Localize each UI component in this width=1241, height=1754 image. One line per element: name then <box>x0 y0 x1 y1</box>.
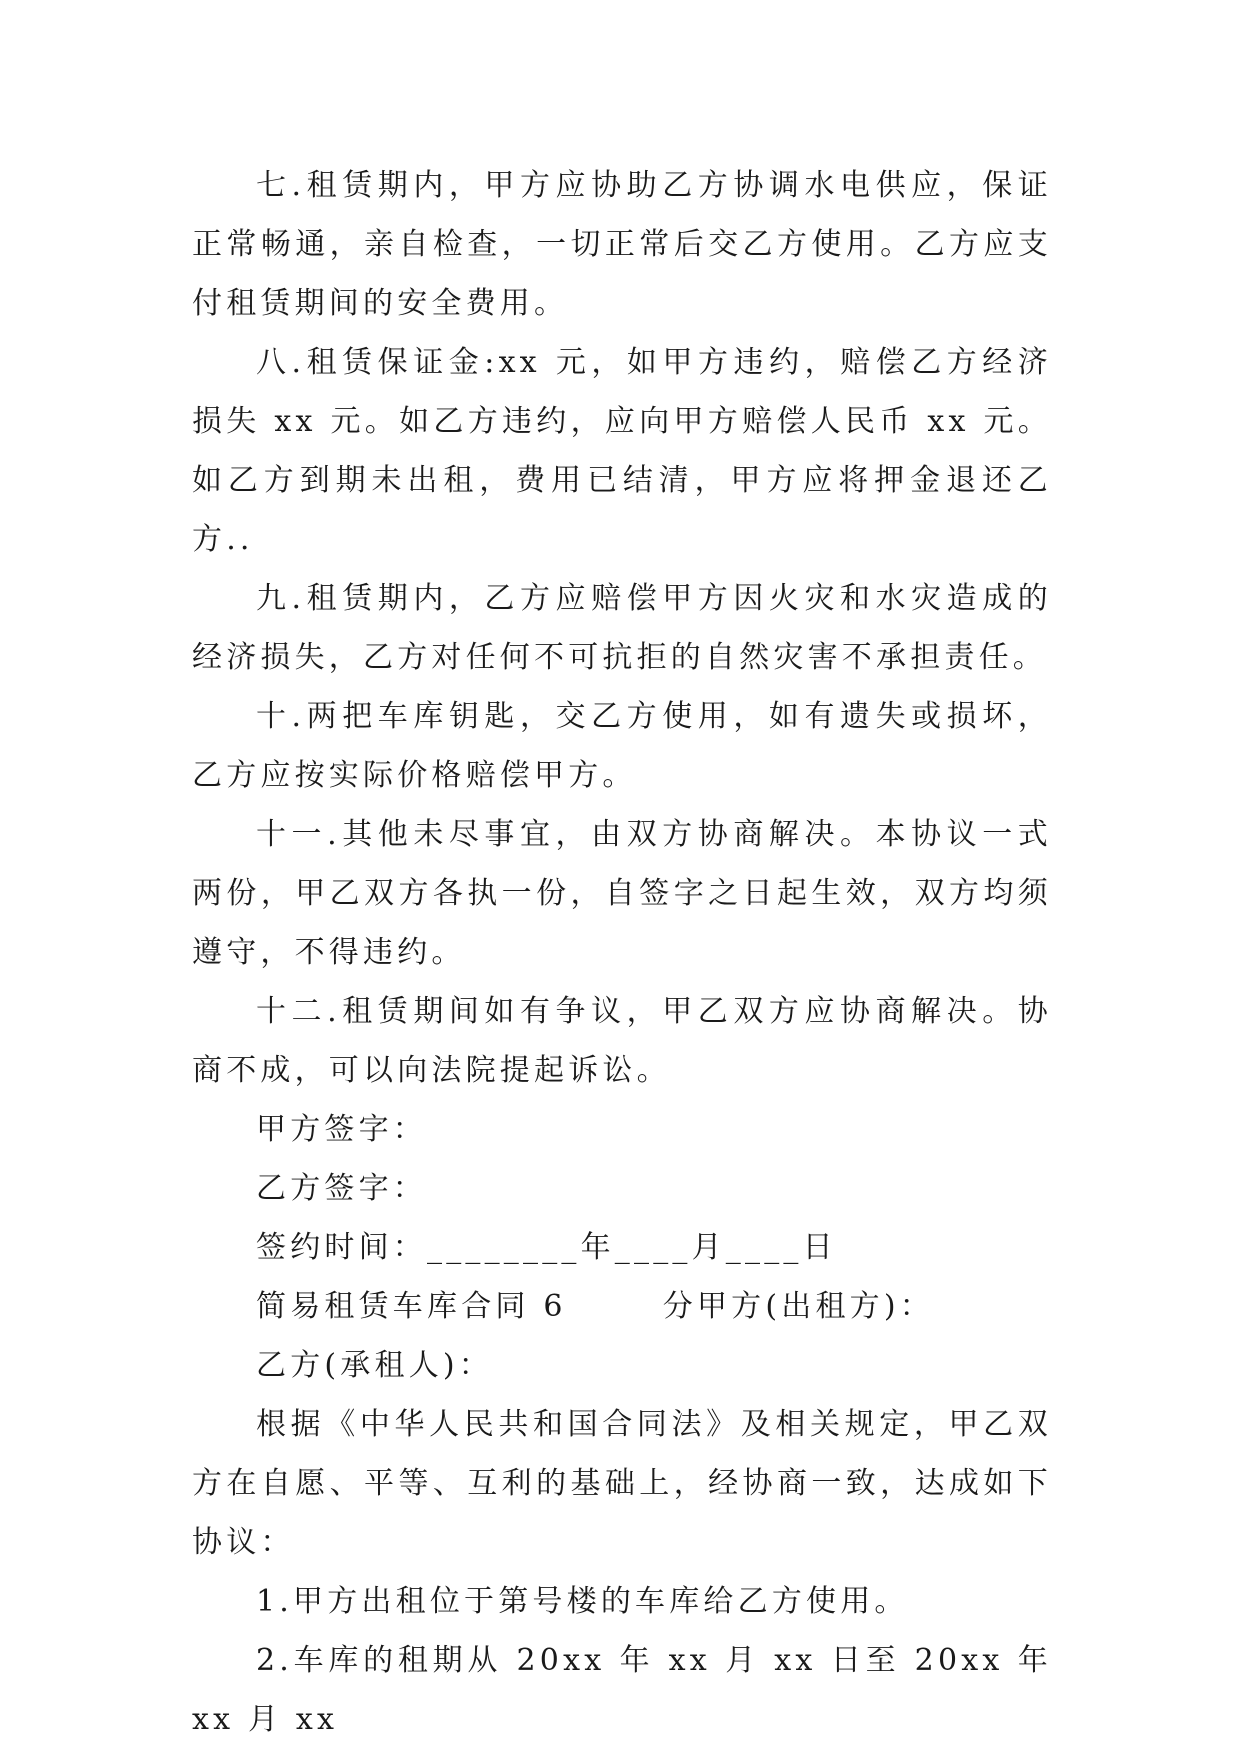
clause-2: 2.车库的租期从 20xx 年 xx 月 xx 日至 20xx 年 xx 月 xx <box>192 1643 1052 1737</box>
signature-party-a: 甲方签字： <box>256 1112 427 1147</box>
clause-11: 十一.其他未尽事宜，由双方协商解决。本协议一式两份，甲乙双方各执一份，自签字之日起生效，双方均须遵守，不得违约。 <box>192 817 1052 970</box>
clause-10: 十.两把车库钥匙，交乙方使用，如有遗失或损坏，乙方应按实际价格赔偿甲方。 <box>192 699 1052 793</box>
signing-date: 签约时间：________年____月____日 <box>256 1230 837 1265</box>
party-b-label: 乙方(承租人)： <box>256 1348 494 1383</box>
clause-12: 十二.租赁期间如有争议，甲乙双方应协商解决。协商不成，可以向法院提起诉讼。 <box>192 994 1052 1088</box>
clause-1: 1.甲方出租位于第号楼的车库给乙方使用。 <box>256 1584 909 1619</box>
preamble: 根据《中华人民共和国合同法》及相关规定，甲乙双方在自愿、平等、互利的基础上，经协商一致，达成如下协议： <box>192 1407 1052 1560</box>
clause-9: 九.租赁期内，乙方应赔偿甲方因火灾和水灾造成的经济损失，乙方对任何不可抗拒的自然灾害不承担责任。 <box>192 581 1052 675</box>
contract-title-line: 简易租赁车库合同 6 分甲方(出租方)： <box>256 1289 934 1324</box>
clause-7: 七.租赁期内，甲方应协助乙方协调水电供应，保证正常畅通，亲自检查，一切正常后交乙方使用。乙方应支付租赁期间的安全费用。 <box>192 168 1052 321</box>
clause-8: 八.租赁保证金:xx 元，如甲方违约，赔偿乙方经济损失 xx 元。如乙方违约，应向甲方赔偿人民币 xx 元。如乙方到期未出租，费用已结清，甲方应将押金退还乙方.. <box>192 345 1052 557</box>
signature-party-b: 乙方签字： <box>256 1171 427 1206</box>
document-body <box>192 156 1052 1749</box>
